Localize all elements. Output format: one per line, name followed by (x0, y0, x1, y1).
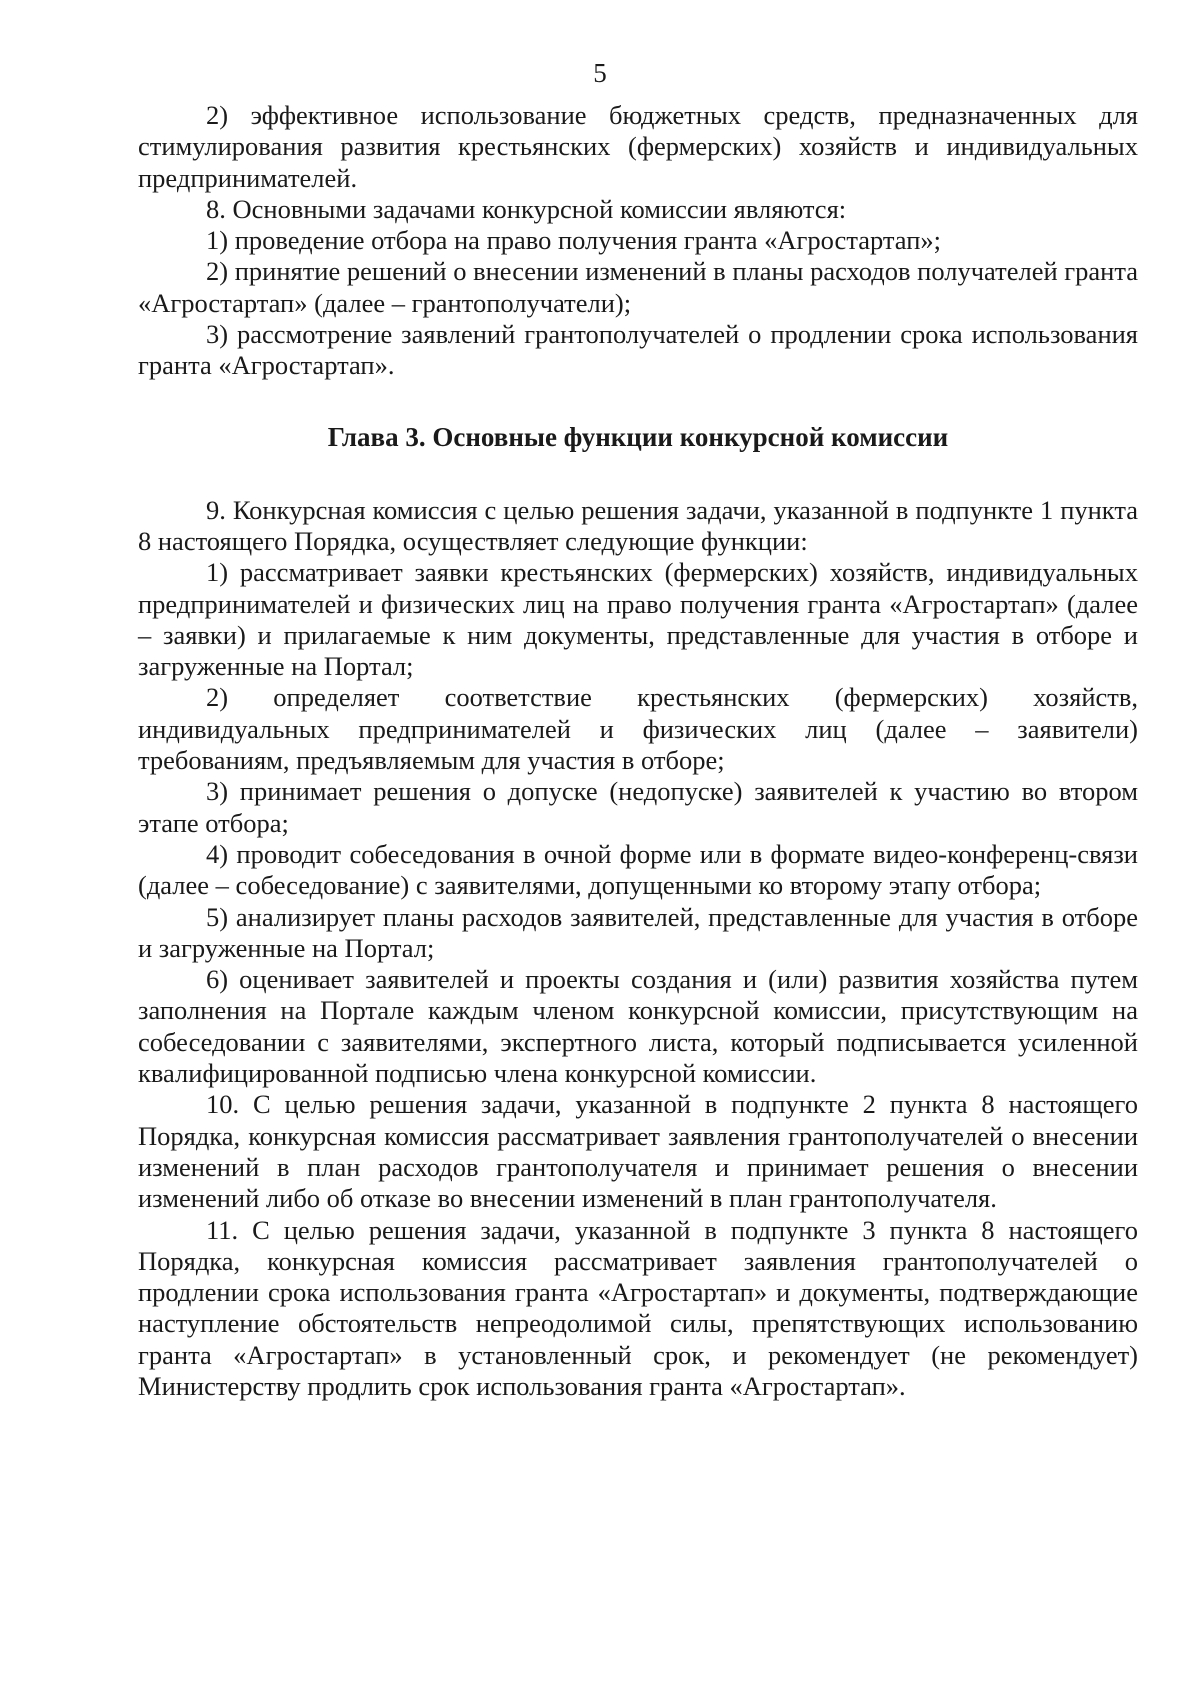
paragraph: 1) рассматривает заявки крестьянских (фермерских) хозяйств, индивидуальных предпринимателей и физических лиц на право получения гранта «Агростартап» (далее – заявки) и прилагаемые к ним документы, представленные для участия в отборе и загруженные на Портал; (138, 557, 1138, 682)
paragraph: 11. С целью решения задачи, указанной в подпункте 3 пункта 8 настоящего Порядка, конкурсная комиссия рассматривает заявления грантополучателей о продлении срока использования гранта «Агростартап» и документы, подтверждающие наступление обстоятельств непреодолимой силы, препятствующих использованию гранта «Агростартап» в установленный срок, и рекомендует (не рекомендует) Министерству продлить срок использования гранта «Агростартап». (138, 1214, 1138, 1401)
paragraph: 10. С целью решения задачи, указанной в подпункте 2 пункта 8 настоящего Порядка, конкурсная комиссия рассматривает заявления грантополучателей о внесении изменений в план расходов грантополучателя и принимает решения о внесении изменений либо об отказе во внесении изменений в план грантополучателя. (138, 1089, 1138, 1214)
paragraph: 3) принимает решения о допуске (недопуске) заявителей к участию во втором этапе отбора; (138, 776, 1138, 838)
paragraph: 2) эффективное использование бюджетных средств, предназначенных для стимулирования развития крестьянских (фермерских) хозяйств и индивидуальных предпринимателей. (138, 100, 1138, 193)
document-body (138, 100, 1138, 1402)
paragraph: 1) проведение отбора на право получения гранта «Агростартап»; (206, 225, 941, 256)
paragraph: 5) анализирует планы расходов заявителей, представленные для участия в отборе и загруженные на Портал; (138, 901, 1138, 963)
paragraph: 6) оценивает заявителей и проекты создания и (или) развития хозяйства путем заполнения на Портале каждым членом конкурсной комиссии, присутствующим на собеседовании с заявителями, экспертного листа, который подписывается усиленной квалифицированной подписью члена конкурсной комиссии. (138, 964, 1138, 1089)
chapter-heading: Глава 3. Основные функции конкурсной комиссии (327, 421, 949, 452)
paragraph: 8. Основными задачами конкурсной комиссии являются: (206, 193, 847, 224)
paragraph: 4) проводит собеседования в очной форме или в формате видео-конференц-связи (далее – собеседование) с заявителями, допущенными ко второму этапу отбора; (138, 838, 1138, 901)
paragraph: 3) рассмотрение заявлений грантополучателей о продлении срока использования гранта «Агростартап». (138, 319, 1138, 381)
paragraph: 9. Конкурсная комиссия с целью решения задачи, указанной в подпункте 1 пункта 8 настоящего Порядка, осуществляет следующие функции: (138, 494, 1138, 556)
paragraph: 2) принятие решений о внесении изменений в планы расходов получателей гранта «Агростартап» (далее – грантополучатели); (138, 256, 1138, 318)
paragraph: 2) определяет соответствие крестьянских (фермерских) хозяйств, индивидуальных предпринимателей и физических лиц (далее – заявители) требованиям, предъявляемым для участия в отборе; (138, 682, 1138, 776)
page-number: 5 (593, 58, 607, 88)
